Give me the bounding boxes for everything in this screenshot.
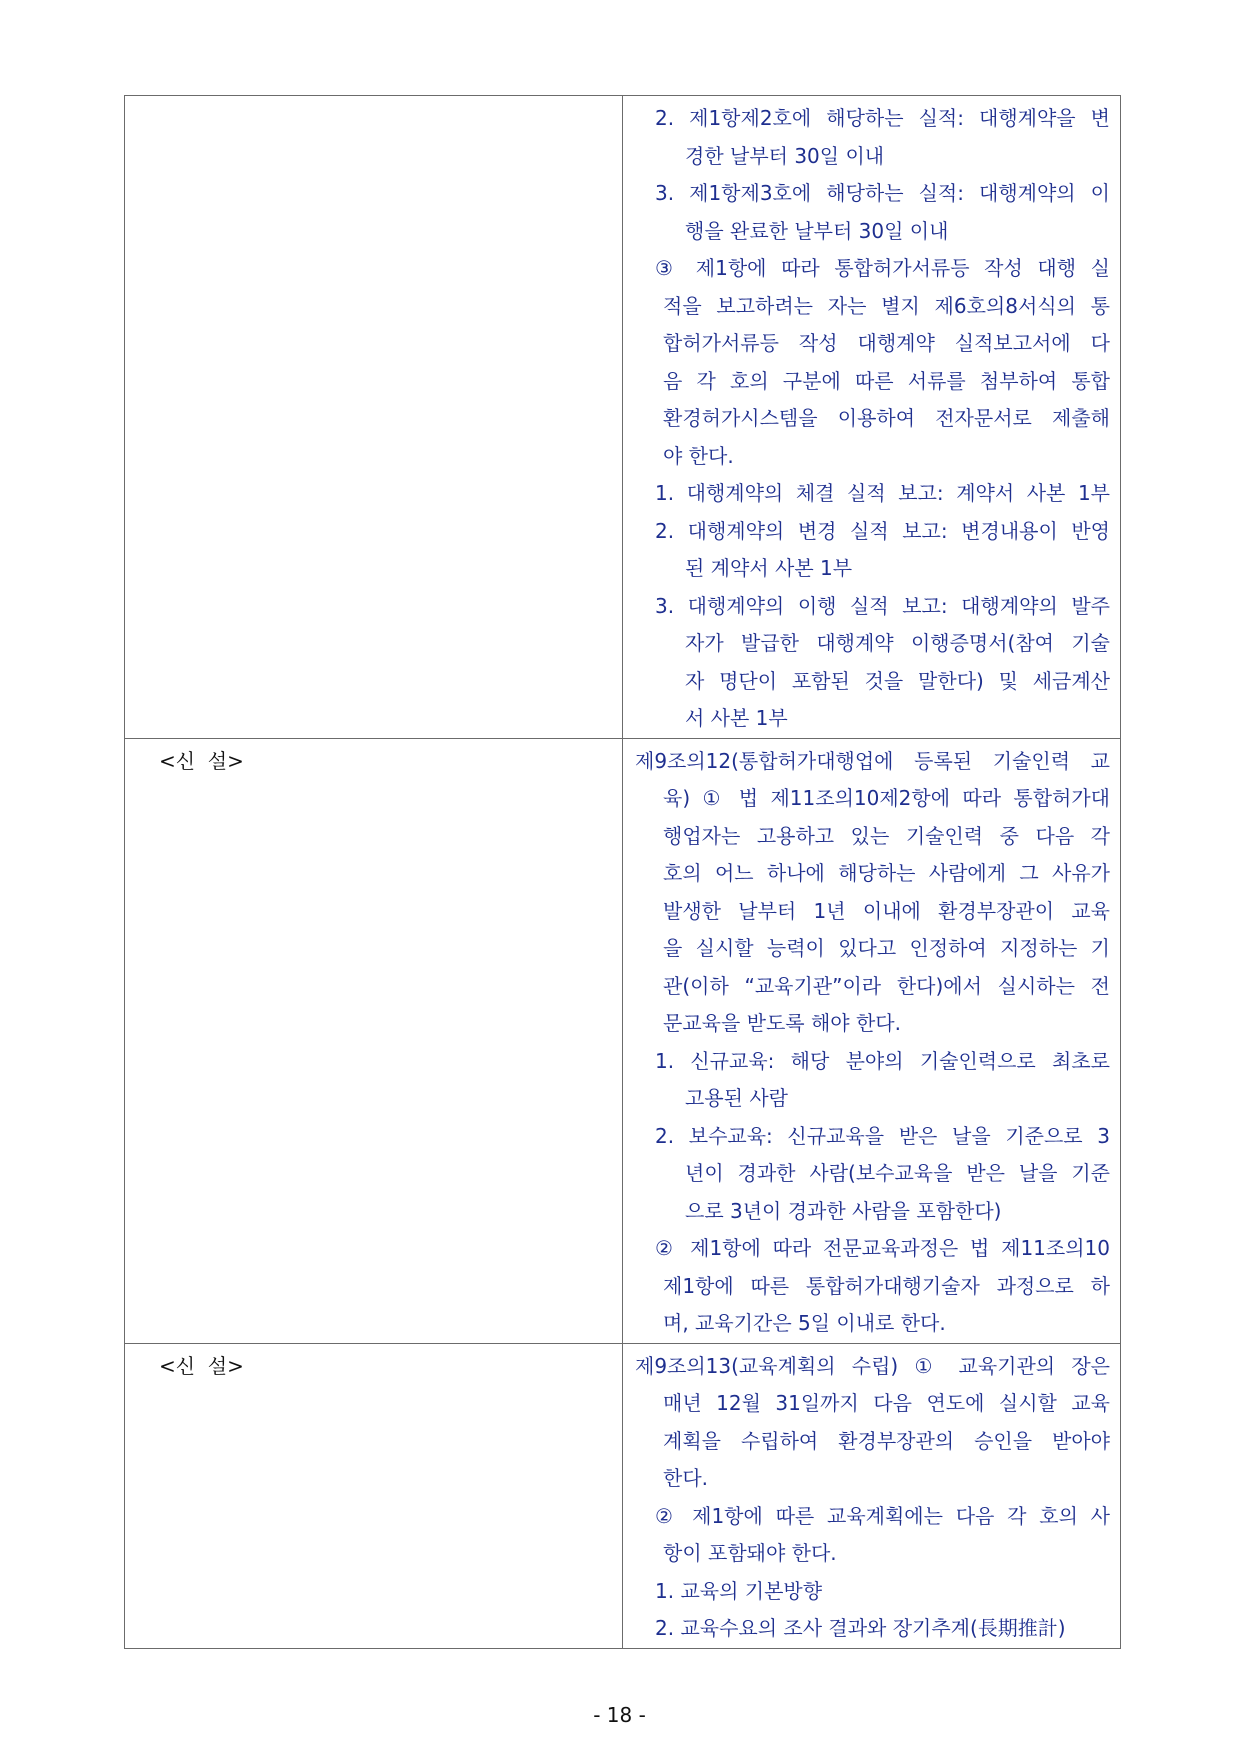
amended-rule-line: 며, 교육기간은 5일 이내로 한다.: [663, 1311, 946, 1335]
amended-rule-line: 계획을 수립하여 환경부장관의 승인을 받아야: [663, 1428, 1110, 1453]
amended-rule-cell: [623, 96, 1121, 739]
amended-rule-line: 관(이하 “교육기관”이라 한다)에서 실시하는 전: [663, 973, 1110, 998]
amended-rule-line: 된 계약서 사본 1부: [685, 556, 853, 580]
table-row: [125, 738, 1121, 1343]
amended-rule-line: 2. 대행계약의 변경 실적 보고: 변경내용이 반영: [655, 518, 1110, 543]
amended-rule-line: 년이 경과한 사람(보수교육을 받은 날을 기준: [685, 1161, 1110, 1185]
current-rule-text: <신 설>: [159, 748, 244, 773]
amended-rule-line: 행업자는 고용하고 있는 기술인력 중 다음 각: [663, 823, 1110, 848]
amended-rule-line: 합허가서류등 작성 대행계약 실적보고서에 다: [663, 331, 1110, 355]
amended-rule-line: ② 제1항에 따라 전문교육과정은 법 제11조의10: [655, 1236, 1110, 1260]
amended-rule-line: 문교육을 받도록 해야 한다.: [663, 1011, 901, 1035]
amended-rule-line: 1. 교육의 기본방향: [655, 1578, 823, 1603]
amended-rule-line: 환경허가시스템을 이용하여 전자문서로 제출해: [663, 406, 1110, 430]
amended-rule-line: 자 명단이 포함된 것을 말한다) 및 세금계산: [685, 668, 1110, 693]
amended-rule-line: 한다.: [663, 1466, 708, 1490]
amended-rule-line: 서 사본 1부: [685, 706, 788, 730]
amended-rule-line: 제9조의12(통합허가대행업에 등록된 기술인력 교: [635, 748, 1110, 773]
amended-rule-line: 1. 신규교육: 해당 분야의 기술인력으로 최초로: [655, 1048, 1110, 1073]
table-row: [125, 96, 1121, 739]
amended-rule-line: 을 실시할 능력이 있다고 인정하여 지정하는 기: [663, 936, 1110, 960]
table-body: [125, 96, 1121, 1649]
page-number: - 18 -: [593, 1703, 646, 1727]
current-rule-text: <신 설>: [159, 1353, 244, 1378]
amended-rule-line: 1. 대행계약의 체결 실적 보고: 계약서 사본 1부: [655, 481, 1110, 505]
amended-rule-line: 3. 제1항제3호에 해당하는 실적: 대행계약의 이: [655, 181, 1110, 205]
amendment-comparison-table: [124, 95, 1121, 1649]
amended-rule-line: 3. 대행계약의 이행 실적 보고: 대행계약의 발주: [655, 593, 1110, 618]
current-rule-cell: [125, 738, 623, 1343]
amended-rule-line: 고용된 사람: [685, 1086, 788, 1110]
amended-rule-line: ② 제1항에 따른 교육계획에는 다음 각 호의 사: [655, 1503, 1110, 1528]
current-rule-text: [125, 96, 622, 102]
amended-rule-line: 자가 발급한 대행계약 이행증명서(참여 기술: [685, 631, 1110, 655]
amended-rule-line: 2. 교육수요의 조사 결과와 장기추계(長期推計): [655, 1616, 1066, 1640]
amended-rule-line: 발생한 날부터 1년 이내에 환경부장관이 교육: [663, 898, 1110, 923]
amended-rule-line: 육) ① 법 제11조의10제2항에 따라 통합허가대: [663, 786, 1110, 810]
amended-rule-line: 야 한다.: [663, 443, 734, 468]
current-rule-cell: [125, 96, 623, 739]
table-row: [125, 1343, 1121, 1648]
amended-rule-line: 2. 보수교육: 신규교육을 받은 날을 기준으로 3: [655, 1123, 1110, 1148]
amended-rule-cell: [623, 1343, 1121, 1648]
amended-rule-line: 호의 어느 하나에 해당하는 사람에게 그 사유가: [663, 861, 1110, 885]
amended-rule-line: 제1항에 따른 통합허가대행기술자 과정으로 하: [663, 1273, 1110, 1298]
amended-rule-line: 음 각 호의 구분에 따른 서류를 첨부하여 통합: [663, 368, 1110, 393]
amended-rule-cell: [623, 738, 1121, 1343]
amended-rule-line: 항이 포함돼야 한다.: [663, 1541, 837, 1565]
amended-rule-line: 행을 완료한 날부터 30일 이내: [685, 218, 949, 243]
amended-rule-line: 매년 12월 31일까지 다음 연도에 실시할 교육: [663, 1391, 1110, 1415]
amended-rule-line: 2. 제1항제2호에 해당하는 실적: 대행계약을 변: [655, 106, 1110, 130]
amended-rule-line: ③ 제1항에 따라 통합허가서류등 작성 대행 실: [655, 256, 1110, 280]
amended-rule-line: 제9조의13(교육계획의 수립) ① 교육기관의 장은: [635, 1353, 1110, 1378]
amended-rule-line: 적을 보고하려는 자는 별지 제6호의8서식의 통: [663, 293, 1110, 318]
amended-rule-line: 으로 3년이 경과한 사람을 포함한다): [685, 1198, 1002, 1223]
amended-rule-line: 경한 날부터 30일 이내: [685, 143, 885, 168]
current-rule-cell: [125, 1343, 623, 1648]
